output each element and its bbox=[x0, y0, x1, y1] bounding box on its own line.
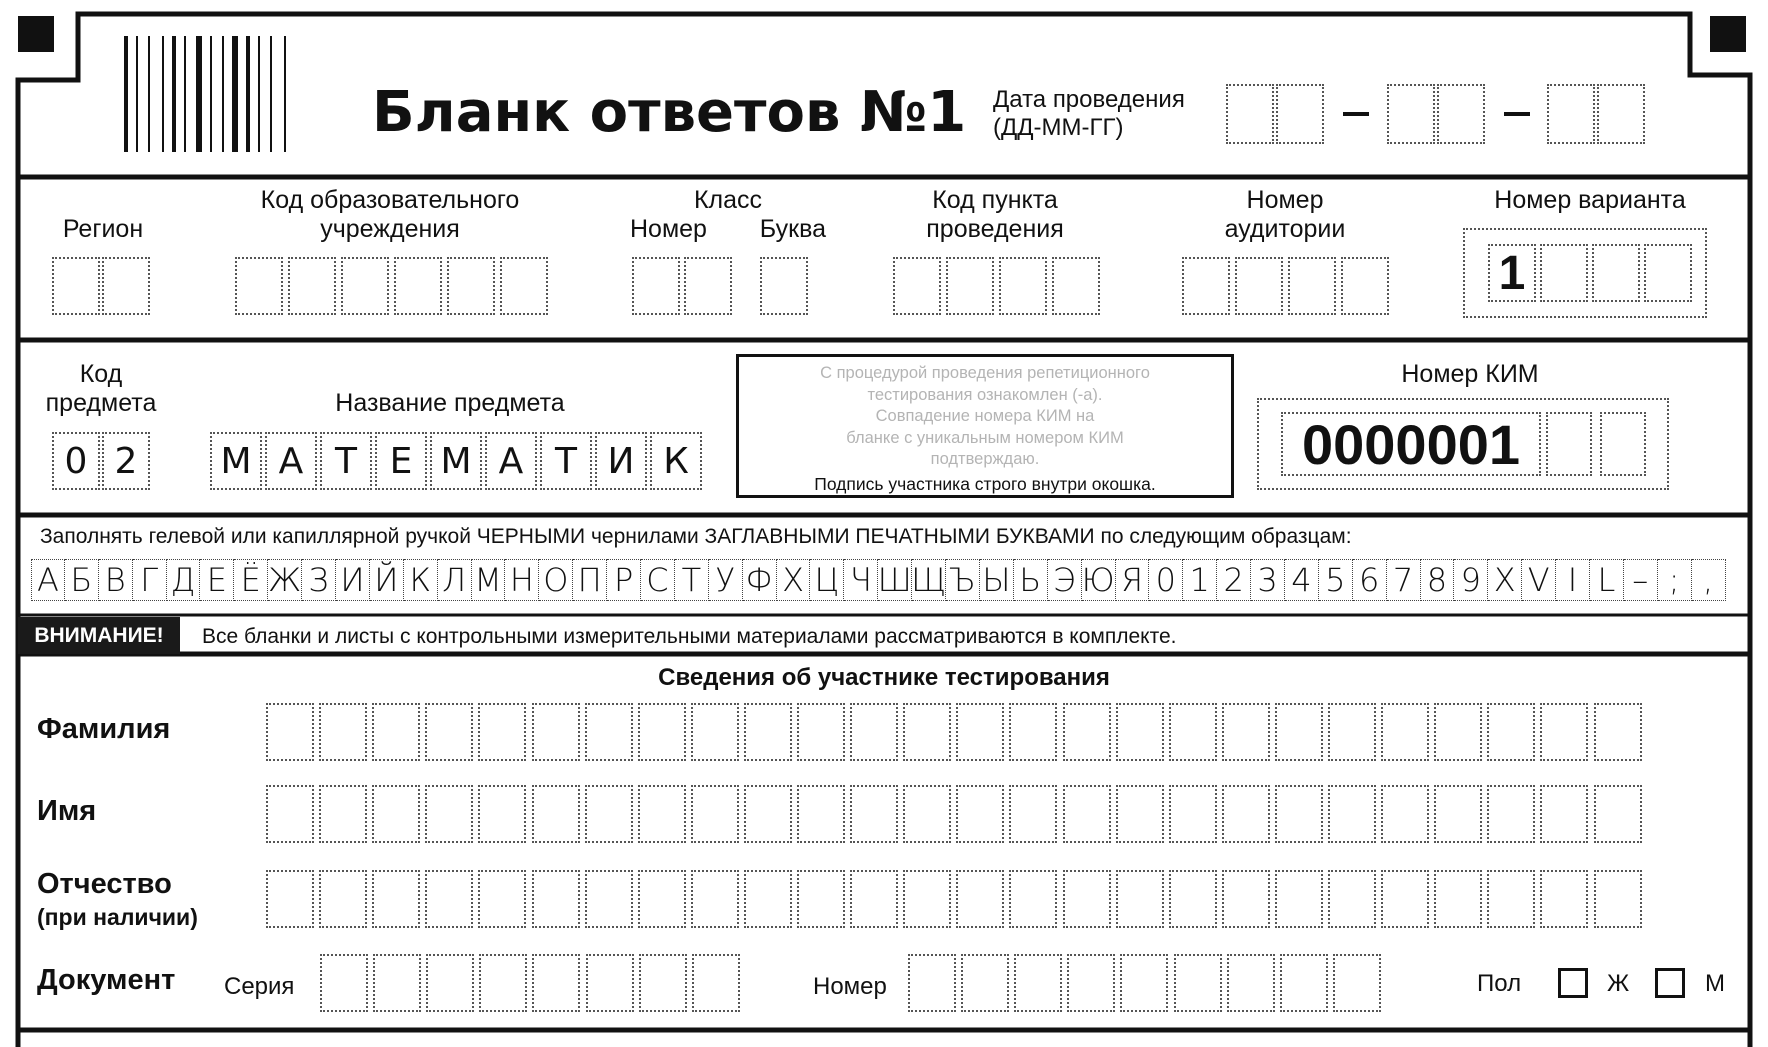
kim-label: Номер КИМ bbox=[1401, 360, 1539, 388]
class-label bbox=[630, 186, 826, 244]
patronymic-cell[interactable] bbox=[372, 870, 420, 928]
barcode-bar bbox=[232, 36, 238, 152]
surname-cell[interactable] bbox=[266, 703, 314, 761]
subject-name-cell[interactable]: А bbox=[265, 432, 317, 490]
surname-cell[interactable] bbox=[903, 703, 951, 761]
class-number-label: Номер bbox=[630, 215, 707, 243]
date-separator bbox=[1343, 112, 1369, 116]
sample-character: Ц bbox=[810, 559, 844, 601]
room-cell[interactable] bbox=[1341, 257, 1389, 315]
sample-character: З bbox=[302, 559, 336, 601]
date-day-cell-1[interactable] bbox=[1226, 84, 1274, 144]
sample-character: Ж bbox=[268, 561, 302, 599]
name-cell[interactable] bbox=[691, 785, 739, 843]
surname-cell[interactable] bbox=[1328, 703, 1376, 761]
name-cell[interactable] bbox=[372, 785, 420, 843]
subject-name-cell[interactable]: Т bbox=[320, 432, 372, 490]
name-cell[interactable] bbox=[1275, 785, 1323, 843]
surname-cell[interactable] bbox=[425, 703, 473, 761]
surname-cell[interactable] bbox=[744, 703, 792, 761]
room-label bbox=[1180, 186, 1390, 244]
barcode-bar bbox=[246, 36, 250, 152]
name-cell[interactable] bbox=[1328, 785, 1376, 843]
region-cell[interactable] bbox=[52, 257, 100, 315]
sample-character: Ы bbox=[980, 559, 1014, 601]
sample-character: А bbox=[31, 559, 65, 601]
patronymic-cell[interactable] bbox=[1328, 870, 1376, 928]
date-year-cell-1[interactable] bbox=[1547, 84, 1595, 144]
exam-point-cell[interactable] bbox=[999, 257, 1047, 315]
class-letter-cell[interactable] bbox=[760, 257, 808, 315]
patronymic-cell[interactable] bbox=[1063, 870, 1111, 928]
sample-character: Г bbox=[133, 559, 167, 601]
patronymic-cell[interactable] bbox=[1169, 870, 1217, 928]
signature-notice-line: С процедурой проведения репетиционного bbox=[820, 364, 1150, 382]
name-cell[interactable] bbox=[1116, 785, 1164, 843]
barcode-image bbox=[124, 36, 330, 152]
patronymic-cell[interactable] bbox=[425, 870, 473, 928]
sample-character: – bbox=[1624, 559, 1658, 601]
signature-box-notice bbox=[739, 363, 1231, 471]
sample-character: 7 bbox=[1387, 559, 1421, 601]
name-cell[interactable] bbox=[1063, 785, 1111, 843]
series-cell[interactable] bbox=[532, 954, 580, 1012]
name-cell[interactable] bbox=[1009, 785, 1057, 843]
sample-character: Д bbox=[167, 559, 201, 601]
patronymic-cell[interactable] bbox=[744, 870, 792, 928]
document-number-cell[interactable] bbox=[1014, 954, 1062, 1012]
variant-label: Номер варианта bbox=[1494, 186, 1686, 214]
subject-code-label bbox=[38, 360, 164, 418]
school-code-cell[interactable] bbox=[235, 257, 283, 315]
subject-name-cell[interactable]: Т bbox=[540, 432, 592, 490]
class-number-cell[interactable] bbox=[684, 257, 732, 315]
form-title: Бланк ответов №1 bbox=[372, 80, 967, 145]
document-number-cell[interactable] bbox=[1333, 954, 1381, 1012]
surname-cell[interactable] bbox=[1116, 703, 1164, 761]
sample-character: , bbox=[1692, 559, 1726, 601]
room-cell[interactable] bbox=[1182, 257, 1230, 315]
barcode-bar bbox=[270, 36, 272, 152]
date-month-cell-1[interactable] bbox=[1387, 84, 1435, 144]
surname-cell[interactable] bbox=[532, 703, 580, 761]
sample-characters-row bbox=[31, 559, 1726, 603]
subject-name-cell[interactable]: М bbox=[210, 432, 262, 490]
room-cell[interactable] bbox=[1235, 257, 1283, 315]
sample-character: С bbox=[641, 559, 675, 601]
name-cell[interactable] bbox=[1434, 785, 1482, 843]
series-cell[interactable] bbox=[373, 954, 421, 1012]
gender-label: Пол bbox=[1477, 970, 1522, 997]
barcode-bar bbox=[136, 36, 138, 152]
surname-cell[interactable] bbox=[1487, 703, 1535, 761]
surname-cell[interactable] bbox=[1381, 703, 1429, 761]
document-number-cell[interactable] bbox=[961, 954, 1009, 1012]
region-cell[interactable] bbox=[102, 257, 150, 315]
document-number-cell[interactable] bbox=[1280, 954, 1328, 1012]
series-cell[interactable] bbox=[639, 954, 687, 1012]
sample-character: Й bbox=[370, 559, 404, 601]
sample-character: Ё bbox=[234, 559, 268, 601]
name-cell[interactable] bbox=[797, 785, 845, 843]
surname-cell[interactable] bbox=[691, 703, 739, 761]
surname-cell[interactable] bbox=[585, 703, 633, 761]
variant-cell[interactable]: 1 bbox=[1488, 244, 1536, 302]
patronymic-cell[interactable] bbox=[903, 870, 951, 928]
signature-caption: Подпись участника строго внутри окошка. bbox=[814, 473, 1156, 494]
fill-instructions: Заполнять гелевой или капиллярной ручкой ЧЕРНЫМИ чернилами ЗАГЛАВНЫМИ ПЕЧАТНЫМИ БУКВАМИ по следующим образцам: bbox=[40, 525, 1352, 548]
date-month-cell-2[interactable] bbox=[1437, 84, 1485, 144]
name-cell[interactable] bbox=[266, 785, 314, 843]
sample-character: X bbox=[1488, 559, 1522, 601]
school-code-label-line1: Код образовательного bbox=[260, 186, 520, 214]
exam-point-cell[interactable] bbox=[1052, 257, 1100, 315]
patronymic-cell[interactable] bbox=[266, 870, 314, 928]
document-label: Документ bbox=[37, 964, 176, 996]
name-label: Имя bbox=[37, 795, 97, 827]
date-label-line1: Дата проведения bbox=[993, 86, 1185, 113]
sample-character: Ь bbox=[1014, 559, 1048, 601]
exam-point-cell[interactable] bbox=[893, 257, 941, 315]
name-cell[interactable] bbox=[744, 785, 792, 843]
date-separator bbox=[1504, 112, 1530, 116]
school-code-cell[interactable] bbox=[447, 257, 495, 315]
variant-cell[interactable] bbox=[1644, 244, 1692, 302]
document-number-cell[interactable] bbox=[908, 954, 956, 1012]
patronymic-cell[interactable] bbox=[956, 870, 1004, 928]
school-code-label bbox=[230, 186, 550, 244]
subject-code-cell[interactable]: 0 bbox=[52, 432, 100, 490]
surname-cell[interactable] bbox=[956, 703, 1004, 761]
name-cell[interactable] bbox=[585, 785, 633, 843]
signature-notice-line: бланке с уникальным номером КИМ bbox=[846, 428, 1124, 447]
series-cell[interactable] bbox=[426, 954, 474, 1012]
sample-character: О bbox=[539, 559, 573, 601]
subject-name-label: Название предмета bbox=[335, 389, 565, 417]
date-year-cell-2[interactable] bbox=[1597, 84, 1645, 144]
gender-male-checkbox[interactable] bbox=[1655, 968, 1685, 998]
name-cell[interactable] bbox=[1222, 785, 1270, 843]
barcode-bar bbox=[172, 36, 176, 152]
name-cell[interactable] bbox=[850, 785, 898, 843]
name-cell[interactable] bbox=[478, 785, 526, 843]
series-cell[interactable] bbox=[479, 954, 527, 1012]
patronymic-cell[interactable] bbox=[1594, 870, 1642, 928]
sample-character: L bbox=[1590, 559, 1624, 601]
sample-character: Л bbox=[438, 559, 472, 601]
exam-point-cell[interactable] bbox=[946, 257, 994, 315]
surname-cell[interactable] bbox=[478, 703, 526, 761]
name-cell[interactable] bbox=[638, 785, 686, 843]
document-number-cell[interactable] bbox=[1120, 954, 1168, 1012]
subject-name-cell[interactable]: Е bbox=[375, 432, 427, 490]
warning-badge: ВНИМАНИЕ! bbox=[18, 617, 180, 654]
surname-cell[interactable] bbox=[1169, 703, 1217, 761]
patronymic-cell[interactable] bbox=[1381, 870, 1429, 928]
barcode-bar bbox=[196, 36, 202, 152]
surname-cell[interactable] bbox=[1540, 703, 1588, 761]
name-cell[interactable] bbox=[425, 785, 473, 843]
patronymic-cell[interactable] bbox=[1487, 870, 1535, 928]
surname-cell[interactable] bbox=[850, 703, 898, 761]
barcode-bar bbox=[284, 36, 286, 152]
patronymic-cell[interactable] bbox=[797, 870, 845, 928]
surname-cell[interactable] bbox=[1434, 703, 1482, 761]
patronymic-cell[interactable] bbox=[1434, 870, 1482, 928]
surname-cell[interactable] bbox=[1222, 703, 1270, 761]
exam-point-label-line2: проведения bbox=[926, 215, 1064, 243]
kim-number-field[interactable]: 0000001 bbox=[1281, 412, 1541, 476]
patronymic-cell[interactable] bbox=[532, 870, 580, 928]
school-code-cell[interactable] bbox=[500, 257, 548, 315]
surname-cell[interactable] bbox=[1275, 703, 1323, 761]
surname-label: Фамилия bbox=[37, 713, 171, 745]
sample-character: Х bbox=[777, 559, 811, 601]
sample-character: Н bbox=[505, 559, 539, 601]
sample-character: 9 bbox=[1454, 559, 1488, 601]
subject-name-cell[interactable]: И bbox=[595, 432, 647, 490]
series-cell[interactable] bbox=[692, 954, 740, 1012]
kim-extra-cell[interactable] bbox=[1546, 412, 1592, 476]
room-label-line1: Номер bbox=[1246, 186, 1324, 214]
sample-character: В bbox=[99, 559, 133, 601]
sample-character: Ч bbox=[844, 559, 878, 601]
barcode-bar bbox=[222, 36, 224, 152]
sample-character: Ф bbox=[743, 559, 777, 601]
surname-cell[interactable] bbox=[319, 703, 367, 761]
school-code-cell[interactable] bbox=[394, 257, 442, 315]
patronymic-cell[interactable] bbox=[1275, 870, 1323, 928]
sample-character: У bbox=[709, 559, 743, 601]
signature-box[interactable] bbox=[736, 354, 1234, 498]
name-cell[interactable] bbox=[1381, 785, 1429, 843]
sample-character: Б bbox=[65, 559, 99, 601]
patronymic-cell[interactable] bbox=[585, 870, 633, 928]
patronymic-note: (при наличии) bbox=[37, 904, 198, 930]
surname-cell[interactable] bbox=[1063, 703, 1111, 761]
date-label bbox=[993, 86, 1185, 142]
school-code-label-line2: учреждения bbox=[320, 215, 460, 243]
barcode-bar bbox=[210, 36, 212, 152]
subject-name-cell[interactable]: К bbox=[650, 432, 702, 490]
patronymic-cell[interactable] bbox=[1540, 870, 1588, 928]
sample-character: 5 bbox=[1319, 559, 1353, 601]
surname-cell[interactable] bbox=[797, 703, 845, 761]
signature-notice-line: тестирования ознакомлен (-а). bbox=[867, 385, 1103, 404]
sample-character: К bbox=[404, 559, 438, 601]
subject-name-cell[interactable]: А bbox=[485, 432, 537, 490]
date-label-line2: (ДД-ММ-ГГ) bbox=[993, 114, 1124, 141]
variant-cell[interactable] bbox=[1540, 244, 1588, 302]
subject-code-label-line1: Код bbox=[79, 360, 123, 388]
patronymic-cell[interactable] bbox=[478, 870, 526, 928]
school-code-cell[interactable] bbox=[341, 257, 389, 315]
sample-character: V bbox=[1522, 559, 1556, 601]
name-cell[interactable] bbox=[956, 785, 1004, 843]
surname-cell[interactable] bbox=[638, 703, 686, 761]
sample-character: Ъ bbox=[946, 559, 980, 601]
signature-notice-line: подтверждаю. bbox=[930, 450, 1040, 468]
document-number-cell[interactable] bbox=[1174, 954, 1222, 1012]
kim-extra-cell[interactable] bbox=[1600, 412, 1646, 476]
name-cell[interactable] bbox=[903, 785, 951, 843]
surname-cell[interactable] bbox=[372, 703, 420, 761]
number-label: Номер bbox=[813, 973, 887, 1000]
series-cell[interactable] bbox=[586, 954, 634, 1012]
name-cell[interactable] bbox=[319, 785, 367, 843]
surname-cell[interactable] bbox=[1594, 703, 1642, 761]
document-number-cell[interactable] bbox=[1227, 954, 1275, 1012]
patronymic-cell[interactable] bbox=[1009, 870, 1057, 928]
signature-notice-line: Совпадение номера КИМ на bbox=[875, 407, 1095, 425]
sample-character: Ю bbox=[1081, 561, 1115, 599]
name-cell[interactable] bbox=[1594, 785, 1642, 843]
document-number-cell[interactable] bbox=[1067, 954, 1115, 1012]
date-day-cell-2[interactable] bbox=[1276, 84, 1324, 144]
name-cell[interactable] bbox=[532, 785, 580, 843]
sample-character: 0 bbox=[1149, 559, 1183, 601]
sample-character: 1 bbox=[1183, 559, 1217, 601]
sample-character: ; bbox=[1658, 559, 1692, 601]
sample-character: 4 bbox=[1285, 559, 1319, 601]
sample-character: Т bbox=[675, 559, 709, 601]
room-cell[interactable] bbox=[1288, 257, 1336, 315]
sample-character: И bbox=[336, 559, 370, 601]
gender-female-label: Ж bbox=[1607, 970, 1630, 997]
patronymic-cell[interactable] bbox=[1222, 870, 1270, 928]
region-label: Регион bbox=[62, 215, 144, 243]
barcode-bar bbox=[184, 36, 186, 152]
patronymic-cell[interactable] bbox=[850, 870, 898, 928]
surname-cell[interactable] bbox=[1009, 703, 1057, 761]
sample-character: 3 bbox=[1251, 559, 1285, 601]
name-cell[interactable] bbox=[1540, 785, 1588, 843]
participant-section-title: Сведения об участнике тестирования bbox=[658, 664, 1110, 691]
gender-male-label: М bbox=[1705, 970, 1725, 997]
sample-character: I bbox=[1556, 559, 1590, 601]
sample-character: 2 bbox=[1217, 559, 1251, 601]
sample-character: Э bbox=[1048, 559, 1082, 601]
barcode-bar bbox=[148, 36, 150, 152]
series-cell[interactable] bbox=[320, 954, 368, 1012]
name-cell[interactable] bbox=[1169, 785, 1217, 843]
patronymic-cell[interactable] bbox=[1116, 870, 1164, 928]
barcode-bar bbox=[258, 36, 260, 152]
name-cell[interactable] bbox=[1487, 785, 1535, 843]
sample-character: Я bbox=[1116, 559, 1150, 601]
class-number-cell[interactable] bbox=[632, 257, 680, 315]
sample-character: Е bbox=[200, 559, 234, 601]
series-label: Серия bbox=[224, 973, 295, 1000]
patronymic-cell[interactable] bbox=[319, 870, 367, 928]
sample-character: Щ bbox=[911, 561, 947, 599]
barcode-bar bbox=[124, 36, 128, 152]
variant-cell[interactable] bbox=[1592, 244, 1640, 302]
subject-code-cell[interactable]: 2 bbox=[102, 432, 150, 490]
sample-character: Ш bbox=[877, 561, 912, 599]
subject-code-label-line2: предмета bbox=[45, 389, 157, 417]
room-label-line2: аудитории bbox=[1224, 215, 1346, 243]
exam-point-label-line1: Код пункта bbox=[932, 186, 1058, 214]
patronymic-cell[interactable] bbox=[691, 870, 739, 928]
school-code-cell[interactable] bbox=[288, 257, 336, 315]
sample-character: М bbox=[472, 559, 506, 601]
class-label-title: Класс bbox=[693, 186, 763, 214]
subject-name-cell[interactable]: М bbox=[430, 432, 482, 490]
warning-text: Все бланки и листы с контрольными измерительными материалами рассматриваются в комплекте. bbox=[202, 625, 1177, 648]
sample-character: Р bbox=[607, 559, 641, 601]
sample-character: П bbox=[573, 559, 607, 601]
exam-point-label bbox=[880, 186, 1110, 244]
sample-character: 6 bbox=[1353, 559, 1387, 601]
barcode-bar bbox=[162, 36, 164, 152]
patronymic-label: Отчество bbox=[37, 868, 172, 900]
patronymic-cell[interactable] bbox=[638, 870, 686, 928]
class-letter-label: Буква bbox=[759, 215, 826, 243]
gender-female-checkbox[interactable] bbox=[1558, 968, 1588, 998]
sample-character: 8 bbox=[1421, 559, 1455, 601]
